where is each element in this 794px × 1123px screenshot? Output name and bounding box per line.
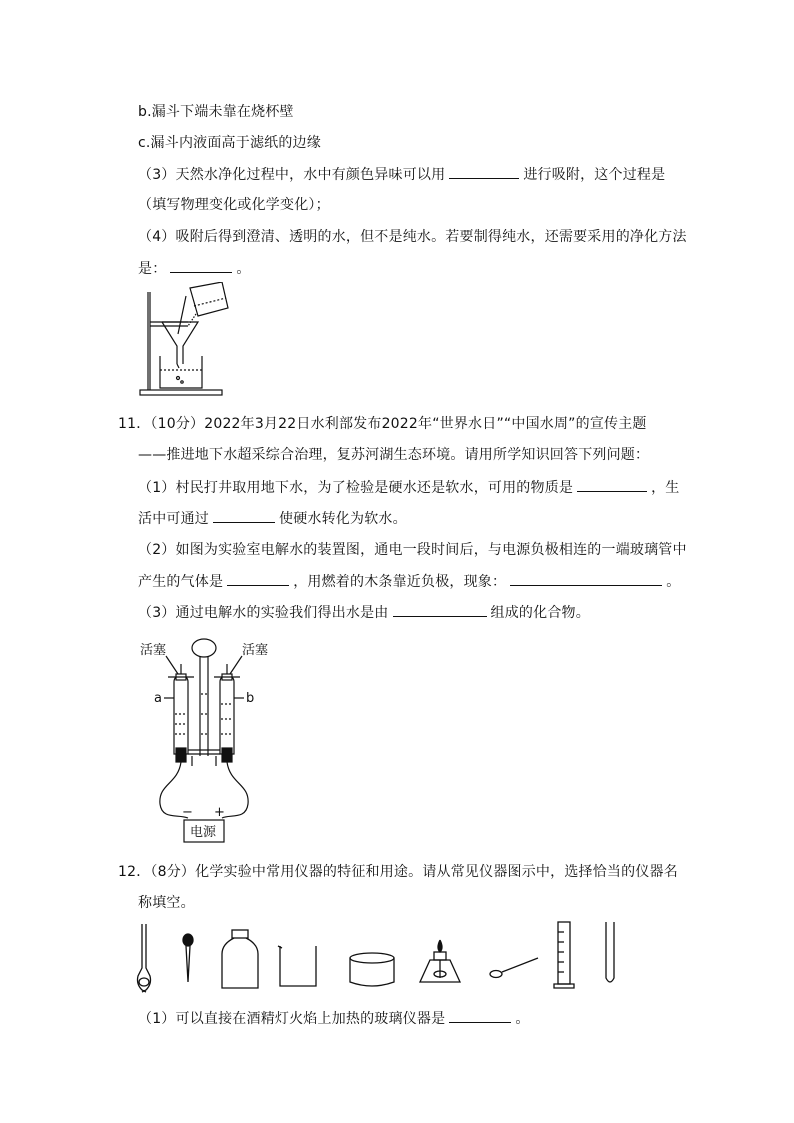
q11-heading-line2: ——推进地下水超采综合治理，复苏河湖生态环境。请用所学知识回答下列问题： (138, 447, 650, 463)
q11-part2-text-b: 产生的气体是 (138, 574, 224, 590)
option-b: b.漏斗下端未靠在烧杯壁 (138, 104, 294, 120)
graduated-cylinder-icon (554, 922, 574, 988)
answer-blank[interactable] (449, 164, 519, 179)
answer-blank[interactable] (393, 602, 487, 617)
filtration-apparatus-figure (138, 282, 234, 398)
stopcock-left-label: 活塞 (140, 643, 167, 658)
q11-part1-line2 (138, 508, 407, 529)
q11-part3-line (138, 602, 590, 623)
q10-part4-text-b: 是： (138, 261, 167, 277)
q11-part2-end: 。 (666, 574, 681, 590)
q11-part2-text-c: ，用燃着的木条靠近负极，现象： (293, 574, 507, 590)
minus-sign: − (182, 805, 193, 820)
crystallizing-dish-icon (350, 953, 394, 986)
q10-part3-text-b: 进行吸附，这个过程是 (523, 167, 666, 183)
q11-part2-line1: （2）如图为实验室电解水的装置图，通电一段时间后，与电源负极相连的一端玻璃管中 (138, 542, 687, 558)
beaker-icon (278, 946, 316, 986)
q12-heading-line2: 称填空。 (138, 895, 195, 911)
q11-part3-text-a: （3）通过电解水的实验我们得出水是由 (138, 605, 389, 621)
q11-part2-line2 (138, 571, 680, 592)
q11-part1-line1 (138, 477, 680, 498)
q11-part1-text-a: （1）村民打井取用地下水，为了检验是硬水还是软水，可用的物质是 (138, 480, 574, 496)
alcohol-lamp-icon (420, 940, 460, 982)
q10-part3-line1 (138, 164, 665, 185)
q10-part3-text-a: （3）天然水净化过程中，水中有颜色异味可以用 (138, 167, 446, 183)
q11-part3-text-b: 组成的化合物。 (490, 605, 590, 621)
tube-b-label: b (246, 691, 255, 706)
q11-heading-line1: 11．（10分）2022年3月22日水利部发布2022年“世界水日”“中国水周”的宣传主题 (118, 416, 647, 432)
answer-blank[interactable] (577, 477, 647, 492)
dropper-icon (183, 934, 193, 982)
q11-part1-text-d: 使硬水转化为软水。 (279, 511, 407, 527)
answer-blank[interactable] (213, 508, 275, 523)
q10-part4-line1: （4）吸附后得到澄清、透明的水，但不是纯水。若要制得纯水，还需要采用的净化方法 (138, 229, 687, 245)
medicine-spoon-icon (490, 958, 538, 978)
q12-part1-text-a: （1）可以直接在酒精灯火焰上加热的玻璃仪器是 (138, 1011, 446, 1027)
q11-part1-text-b: ，生 (651, 480, 680, 496)
electrolysis-apparatus-figure (138, 634, 288, 848)
test-tube-icon (606, 922, 614, 982)
q10-part4-end: 。 (236, 261, 251, 277)
q12-heading-line1: 12．（8分）化学实验中常用仪器的特征和用途。请从常见仪器图示中，选择恰当的仪器名 (118, 864, 678, 880)
answer-blank[interactable] (227, 571, 289, 586)
q12-part1-end: 。 (515, 1011, 530, 1027)
lab-instruments-figure (130, 918, 630, 1002)
plus-sign: + (214, 805, 225, 820)
q10-part3-line2: （填写物理变化或化学变化）； (138, 197, 330, 213)
wide-mouth-bottle-icon (222, 930, 258, 988)
stopcock-right-label: 活塞 (242, 643, 269, 658)
tube-a-label: a (154, 691, 162, 706)
q12-part1-line (138, 1008, 530, 1029)
q11-part1-text-c: 活中可通过 (138, 511, 209, 527)
option-c: c.漏斗内液面高于滤纸的边缘 (138, 135, 321, 151)
power-supply-label: 电源 (190, 825, 217, 840)
answer-blank[interactable] (510, 571, 662, 586)
answer-blank[interactable] (170, 258, 232, 273)
answer-blank[interactable] (449, 1008, 511, 1023)
q10-part4-line2 (138, 258, 251, 279)
crucible-tongs-icon (138, 924, 151, 992)
